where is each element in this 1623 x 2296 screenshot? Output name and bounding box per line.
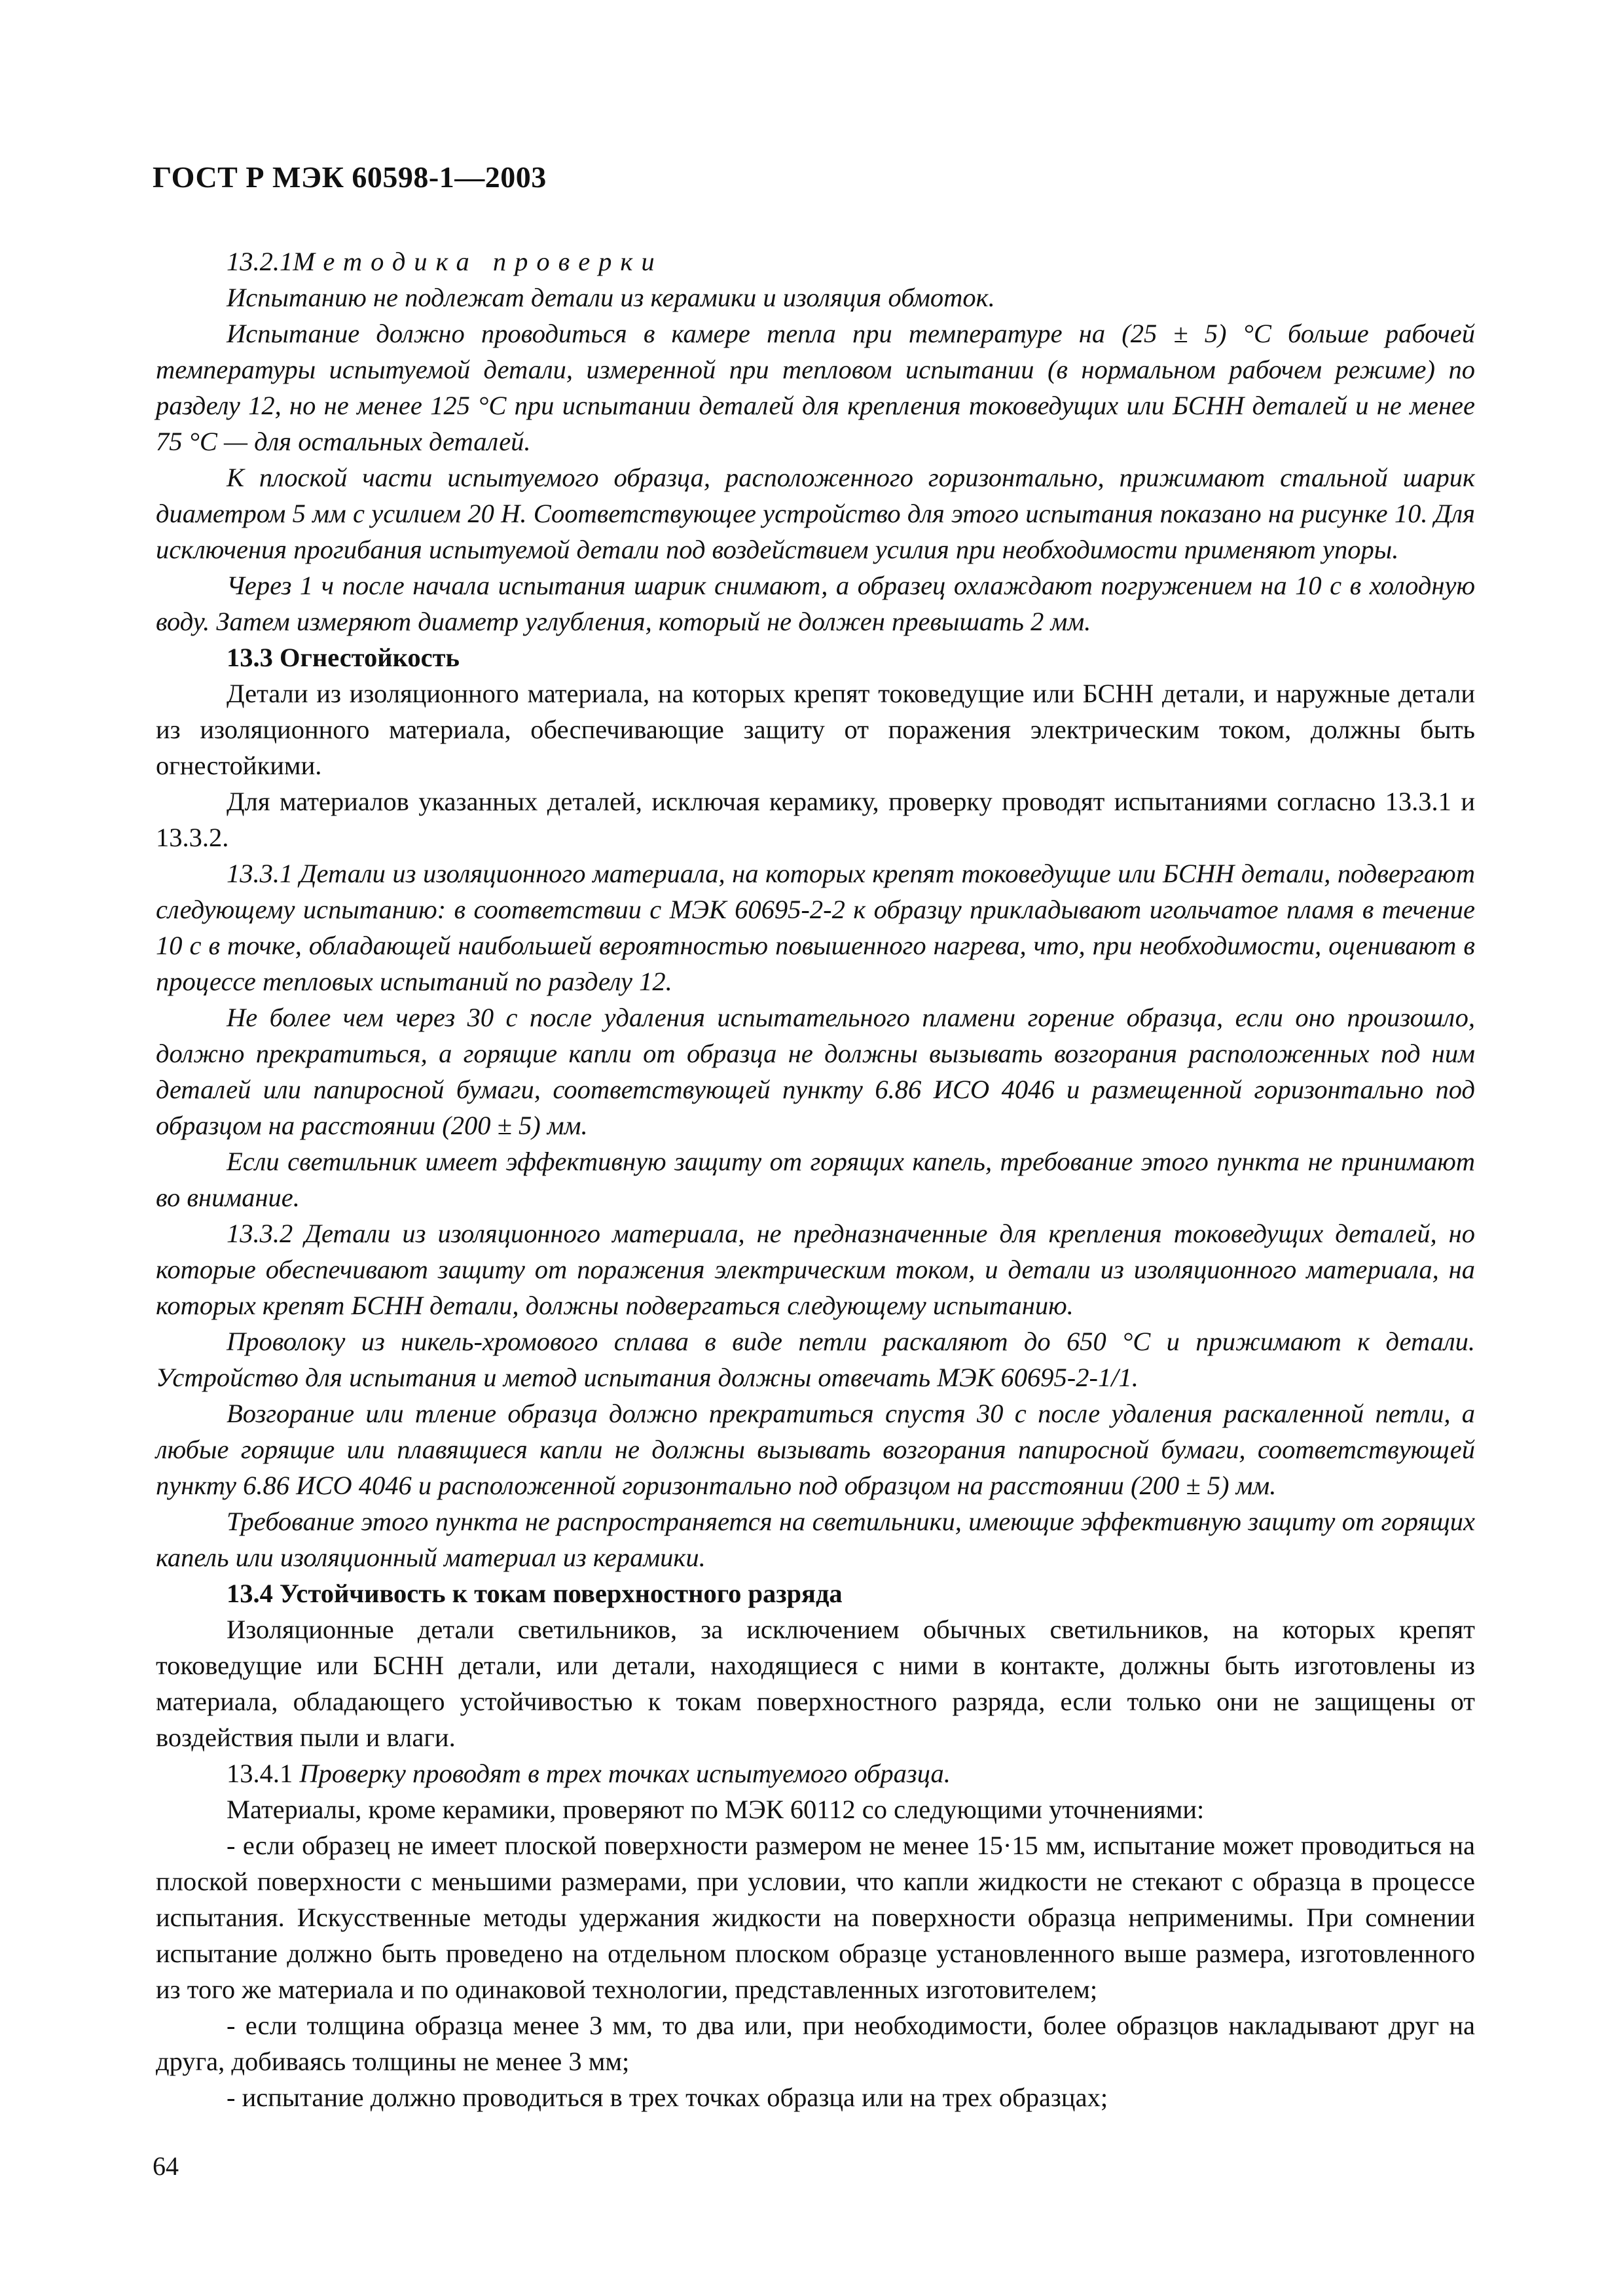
paragraph-13-4-1 — [156, 1755, 1475, 1791]
paragraph: Для материалов указанных деталей, исключая керамику, проверку проводят испытаниями согласно 13.3.1 и 13.3.2. — [156, 787, 1475, 852]
subsection-number: 13.2.1 — [227, 247, 293, 276]
paragraph: Если светильник имеет эффективную защиту от горящих капель, требование этого пункта не принимают во внимание. — [156, 1147, 1475, 1212]
paragraph: Не более чем через 30 с после удаления испытательного пламени горение образца, если оно произошло, должно прекратиться, а горящие капли от образца не должны вызывать возгорания расположенных под ним деталей или папиросной бумаги, соответствующей пункту 6.86 ИСО 4046 и размещенной горизонтально под образцом на расстоянии (200 ± 5) мм. — [156, 1003, 1475, 1140]
paragraph: Требование этого пункта не распространяется на светильники, имеющие эффективную защиту от горящих капель или изоляционный материал из керамики. — [156, 1507, 1475, 1572]
list-item: - испытание должно проводиться в трех точках образца или на трех образцах; — [227, 2083, 1108, 2112]
paragraph: 13.3.2 Детали из изоляционного материала, не предназначенные для крепления токоведущих деталей, но которые обеспечивают защиту от поражения электрическим током, и детали из изоляционного материала, на которых крепят БСНН детали, должны подвергаться следующему испытанию. — [156, 1219, 1475, 1320]
paragraph: Испытание должно проводиться в камере тепла при температуре на (25 ± 5) °С больше рабочей температуры испытуемой детали, измеренной при тепловом испытании (в нормальном рабочем режиме) по разделу 12, но не менее 125 °С при испытании деталей для крепления токоведущих или БСНН деталей и не менее 75 °С — для остальных деталей. — [156, 319, 1475, 456]
subsection-number: 13.4.1 — [227, 1759, 293, 1788]
paragraph: Через 1 ч после начала испытания шарик снимают, а образец охлаждают погружением на 10 с в холодную воду. Затем измеряют диаметр углубления, который не должен превышать 2 мм. — [156, 571, 1475, 636]
paragraph: Проволоку из никель-хромового сплава в виде петли раскаляют до 650 °С и прижимают к детали. Устройство для испытания и метод испытания должны отвечать МЭК 60695-2-1/1. — [156, 1327, 1475, 1392]
document-body — [156, 243, 1475, 2115]
paragraph: Детали из изоляционного материала, на которых крепят токоведущие или БСНН детали, и наружные детали из изоляционного материала, обеспечивающие защиту от поражения электрическим током, должны быть огнестойкими. — [156, 679, 1475, 780]
paragraph: Изоляционные детали светильников, за исключением обычных светильников, на которых крепят токоведущие или БСНН детали, или детали, находящиеся с ними в контакте, должны быть изготовлены из материала, обладающего устойчивостью к токам поверхностного разряда, если только они не защищены от воздействия пыли и влаги. — [156, 1615, 1475, 1752]
section-heading-13-3: 13.3 Огнестойкость — [227, 643, 460, 672]
paragraph: Материалы, кроме керамики, проверяют по МЭК 60112 со следующими уточнениями: — [227, 1795, 1205, 1824]
subsection-title: Методика проверки — [293, 247, 663, 276]
paragraph: Испытанию не подлежат детали из керамики и изоляция обмоток. — [227, 283, 995, 312]
subsection-13-2-1-title — [156, 243, 1475, 279]
page-number: 64 — [153, 2151, 179, 2181]
list-item: - если толщина образца менее 3 мм, то два или, при необходимости, более образцов накладывают друг на друга, добиваясь толщины не менее 3 мм; — [156, 2011, 1475, 2076]
paragraph: К плоской части испытуемого образца, расположенного горизонтально, прижимают стальной шарик диаметром 5 мм с усилием 20 Н. Соответствующее устройство для этого испытания показано на рисунке 10. Для исключения прогибания испытуемой детали под воздействием усилия при необходимости применяют упоры. — [156, 463, 1475, 564]
paragraph: 13.3.1 Детали из изоляционного материала, на которых крепят токоведущие или БСНН детали, подвергают следующему испытанию: в соответствии с МЭК 60695-2-2 к образцу прикладывают игольчатое пламя в течение 10 с в точке, обладающей наибольшей вероятностью повышенного нагрева, что, при необходимости, оценивают в процессе тепловых испытаний по разделу 12. — [156, 859, 1475, 996]
paragraph: Возгорание или тление образца должно прекратиться спустя 30 с после удаления раскаленной петли, а любые горящие или плавящиеся капли не должны вызывать возгорания папиросной бумаги, соответствующей пункту 6.86 ИСО 4046 и расположенной горизонтально под образцом на расстоянии (200 ± 5) мм. — [156, 1399, 1475, 1500]
document-header: ГОСТ Р МЭК 60598-1—2003 — [153, 160, 547, 194]
section-heading-13-4: 13.4 Устойчивость к токам поверхностного разряда — [227, 1579, 843, 1608]
subsection-text: Проверку проводят в трех точках испытуемого образца. — [299, 1759, 951, 1788]
list-item: - если образец не имеет плоской поверхности размером не менее 15·15 мм, испытание может проводиться на плоской поверхности с меньшими размерами, при условии, что капли жидкости не стекают с образца в процессе испытания. Искусственные методы удержания жидкости на поверхности образца неприменимы. При сомнении испытание должно быть проведено на отдельном плоском образце установленного выше размера, изготовленного из того же материала и по одинаковой технологии, представленных изготовителем; — [156, 1831, 1475, 2004]
